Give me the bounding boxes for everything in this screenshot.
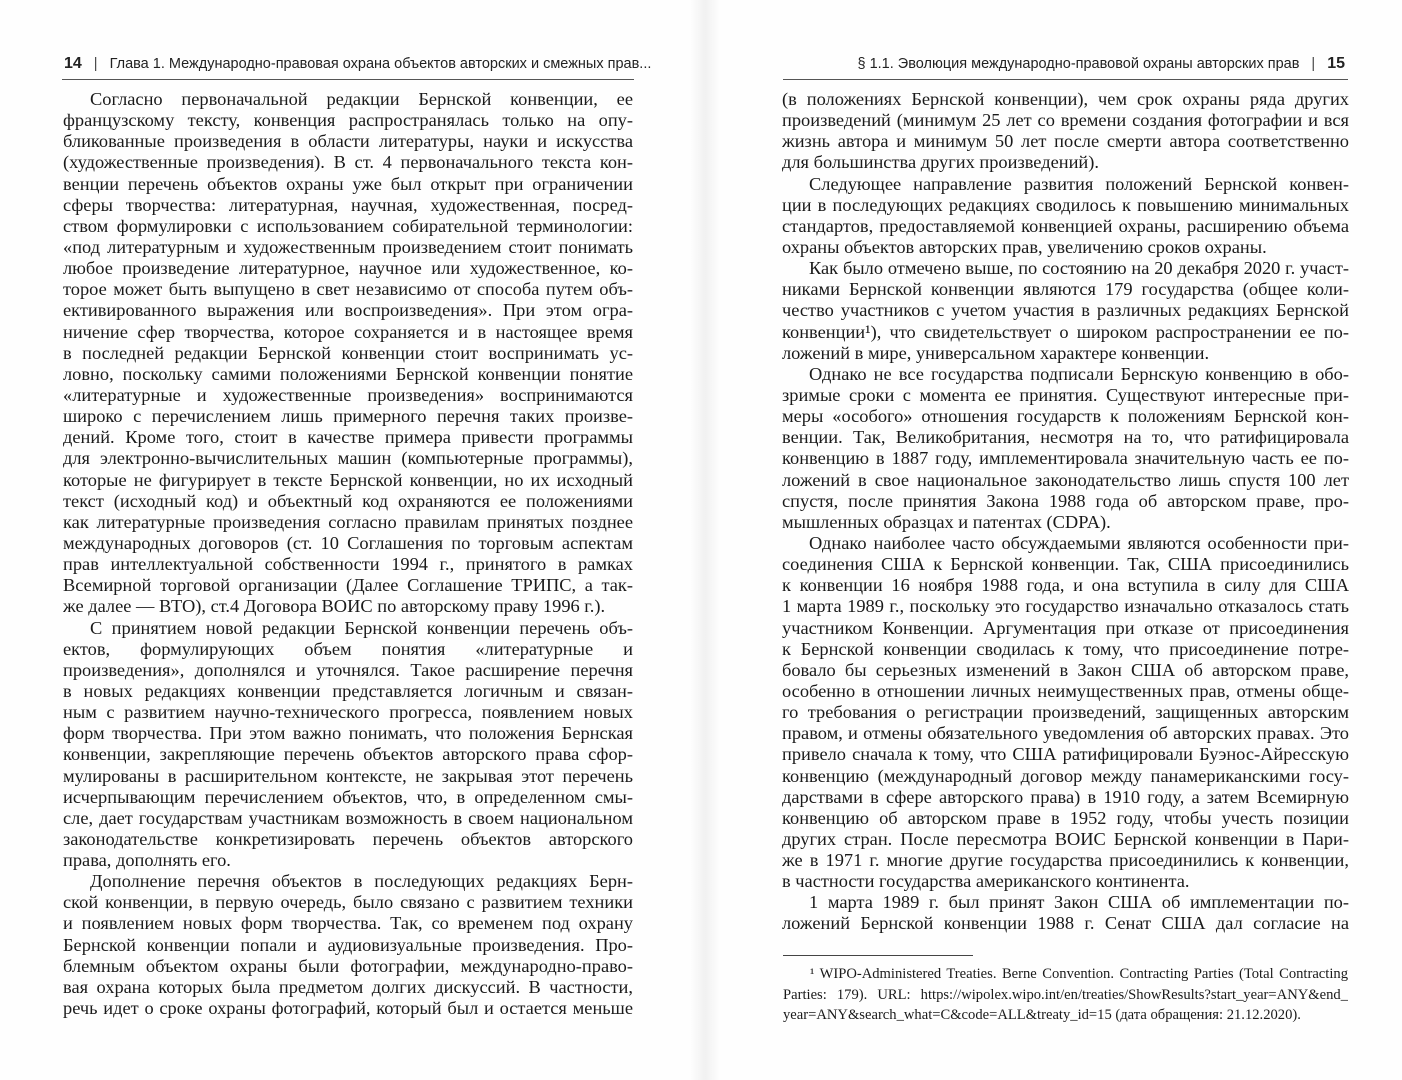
text-line: Как было отмечено выше, по состоянию на 20 декабря 2020 г. участ- [809, 258, 1349, 279]
paragraph [782, 892, 1349, 934]
footnote-rule [783, 955, 973, 956]
text-line: речь идет о сроке охраны фотографий, который был и остается меньше [63, 998, 633, 1019]
text-line: конвенцию об авторском праве в 1952 году, чтобы учесть позиции [782, 807, 1349, 828]
text-line: к конвенции 16 ноября 1988 года, и она вступила в силу для США [782, 575, 1349, 596]
text-line: и появлением новых форм творчества. Так, со временем под охрану [63, 913, 633, 934]
text-line: любое произведение литературное, научное или художественное, ко- [63, 258, 633, 279]
footnote-line: Parties: 179). URL: https://wipolex.wipo.int/en/treaties/ShowResults?start_year=ANY&end_ [783, 986, 1348, 1003]
text-line: как литературные произведения согласно правилам принятых позднее [63, 511, 633, 532]
text-line: (художественные произведения). В ст. 4 первоначального текста кон- [63, 152, 633, 173]
text-line: 1 марта 1989 г. был принят Закон США об имплементации по- [809, 892, 1349, 913]
text-line: 1 марта 1989 г., поскольку это государство изначально отказалось стать [782, 596, 1349, 617]
text-line: в частности государства американского континента. [782, 871, 1190, 892]
text-line: сферы творчества: литературная, научная, художественная, посред- [63, 194, 633, 215]
text-line: ничение сфер творчества, которое сохраняется и в настоящее время [63, 321, 633, 342]
text-line: исчерпывающим перечислением объектов, что, в определенном смы- [63, 786, 633, 807]
text-line: го требования о регистрации произведений, защищенных авторским [782, 702, 1349, 723]
text-line: для большинства других произведений). [782, 152, 1099, 173]
text-line: блемным объектом охраны были фотографии, международно-право- [63, 955, 633, 976]
running-head: § 1.1. Эволюция международно-правовой охраны авторских прав [857, 56, 1300, 72]
text-line: ской конвенции, в первую очередь, было связано с развитием техники [63, 892, 633, 913]
text-line: особенно в отношении личных неимущественных прав, отмены обще- [782, 680, 1349, 701]
text-line: же далее — ВТО), ст.4 Договора ВОИС по авторскому праву 1996 г.). [63, 596, 606, 617]
text-line: дений. Кроме того, стоит в качестве примера привести программы [63, 427, 633, 448]
text-line: дарствами в сфере авторского права) в 1910 году, а затем Всемирную [782, 786, 1349, 807]
text-line: текст (исходный код) и объектный код охраняются ее положениями [63, 490, 633, 511]
text-line: Всемирной торговой организации (Далее Соглашение ТРИПС, а так- [63, 575, 633, 596]
text-line: зримые сроки с момента ее принятия. Существуют интересные при- [782, 384, 1349, 405]
text-line: Следующее направление развития положений Бернской конвен- [809, 173, 1349, 194]
text-line: конвенцию (международный договор между панамериканскими госу- [782, 765, 1349, 786]
text-line: Бернской конвенции попали и аудиовизуальные произведения. Про- [63, 934, 633, 955]
header-separator: | [93, 56, 98, 72]
left-running-header [64, 52, 651, 76]
text-line: которые не фигурирует в тексте Бернской конвенции, но их исходный [63, 469, 633, 490]
text-line: Однако наиболее часто обсуждаемыми являются особенности при- [809, 532, 1349, 553]
text-line: конвенции¹), что свидетельствует о широком распространении ее по- [782, 321, 1349, 342]
paragraph [782, 174, 1349, 259]
text-line: прав интеллектуальной собственности 1994 г., принятого в рамках [63, 554, 633, 575]
text-line: бовало бы серьезных изменений в Закон США об авторском праве, [782, 659, 1349, 680]
text-line: произведений (минимум 25 лет со времени создания фотографии и вся [782, 110, 1349, 131]
text-line: Согласно первоначальной редакции Бернской конвенции, ее [90, 89, 633, 109]
text-line: венции. Так, Великобритания, несмотря на то, что ратифицировала [782, 427, 1349, 448]
text-line: бликованные произведения в области литературы, науки и искусства [63, 131, 633, 152]
paragraph [782, 258, 1349, 364]
paragraph [63, 89, 633, 618]
text-line: никами Бернской конвенции являются 179 государства (общее коли- [782, 279, 1349, 300]
text-line: французскому тексту, конвенция распространялась только на опу- [63, 110, 633, 131]
paragraph [63, 871, 633, 1019]
text-line: правом, и отмены обязательного уведомления об авторских правах. Это [782, 723, 1349, 744]
footnote-line: ¹ WIPO-Administered Treaties. Berne Convention. Contracting Parties (Total Contracting [810, 966, 1348, 982]
text-line: в последней редакции Бернской конвенции стоит воспринимать ус- [63, 342, 633, 363]
text-line: конвенцию в 1887 году, имплементировала значительную часть ее по- [782, 448, 1349, 469]
text-line: (в положениях Бернской конвенции), чем срок охраны ряда других [782, 89, 1349, 109]
text-line: ным с развитием научно-технического прогресса, появлением новых [63, 702, 633, 723]
text-line: международных договоров (ст. 10 Соглашения по торговым аспектам [63, 532, 633, 553]
text-line: С принятием новой редакции Бернской конвенции перечень объ- [90, 617, 633, 638]
header-separator: | [1311, 56, 1316, 72]
text-line: законодательстве конкретизировать перечень объектов авторского [63, 828, 633, 849]
text-line: торое может быть выпущено в свет независимо от способа путем объ- [63, 279, 633, 300]
text-line: в новых редакциях конвенции представляется логичным и связан- [63, 680, 633, 701]
page-number: 14 [64, 55, 82, 72]
book-gutter [690, 0, 720, 1080]
text-line: произведения», дополнялся и уточнялся. Такое расширение перечня [63, 659, 633, 680]
text-line: ложений Бернской конвенции 1988 г. Сенат США дал согласие на [782, 913, 1349, 934]
text-line: ством формулировки с использованием собирательной терминологии: [63, 215, 633, 236]
text-line: ективированного выражения или воспроизведения». При этом огра- [63, 300, 633, 321]
text-line: Дополнение перечня объектов в последующих редакциях Берн- [90, 871, 633, 892]
text-line: меры «особого» отношения государств к положениям Бернской кон- [782, 406, 1349, 427]
text-line: охраны объектов авторских прав, увеличению сроков охраны. [782, 236, 1267, 257]
text-line: ложений в мире, универсальном характере конвенции. [782, 342, 1210, 363]
text-line: стандартов, предоставляемой конвенцией охраны, расширению объема [782, 215, 1349, 236]
right-page-body [782, 89, 1349, 935]
paragraph [782, 89, 1349, 174]
text-line: вая охрана которых была предметом долгих дискуссий. В частности, [63, 976, 633, 997]
text-line: к Бернской конвенции сводилась к тому, что присоединение потре- [782, 638, 1349, 659]
text-line: конвенции, закрепляющие перечень объектов авторского права сфор- [63, 744, 633, 765]
text-line: форм творчества. При этом важно понимать, что положения Бернская [63, 723, 633, 744]
text-line: мышленных образцах и патентах (CDPA). [782, 511, 1111, 532]
text-line: соединения США к Бернской конвенции. Так, США присоединились [782, 554, 1349, 575]
header-rule [62, 79, 634, 80]
paragraph [782, 364, 1349, 533]
paragraph [782, 533, 1349, 892]
footnote-line: year=ANY&search_what=C&code=ALL&treaty_id=15 (дата обращения: 21.12.2020). [783, 1007, 1301, 1023]
text-line: «под литературным и художественным произведением стоит понимать [63, 236, 633, 257]
text-line: Однако не все государства подписали Бернскую конвенцию в обо- [809, 363, 1349, 384]
page-number: 15 [1327, 55, 1345, 72]
text-line: жизнь автора и минимум 50 лет после смерти автора соответственно [782, 131, 1349, 152]
text-line: спустя, после принятия Закона 1988 года об авторском праве, про- [782, 490, 1349, 511]
paragraph [63, 618, 633, 872]
text-line: ектов, формулирующих объем понятия «литературные и [63, 638, 633, 659]
text-line: ловно, поскольку самими положениями Бернской конвенции понятие [63, 363, 633, 384]
text-line: сле, дает государствам участникам возможность в своем национальном [63, 807, 633, 828]
text-line: чество участников с учетом участия в различных редакциях Бернской [782, 300, 1349, 321]
text-line: венции перечень объектов охраны уже был открыт при ограничении [63, 173, 633, 194]
text-line: для электронно-вычислительных машин (компьютерные программы), [63, 448, 633, 469]
right-running-header [857, 52, 1345, 76]
text-line: же в 1971 г. многие другие государства присоединились к конвенции, [782, 850, 1349, 871]
text-line: ции в последующих редакциях сводилось к повышению минимальных [782, 194, 1349, 215]
footnote [783, 964, 1348, 1026]
text-line: мулированы в расширительном контексте, не закрывая этот перечень [63, 765, 633, 786]
text-line: «литературные и художественные произведения» воспринимаются [63, 384, 633, 405]
text-line: привело сначала к тому, что США ратифицировали Буэнос-Айресскую [782, 744, 1349, 765]
running-head: Глава 1. Международно-правовая охрана объектов авторских и смежных прав... [109, 56, 652, 72]
text-line: права, дополнять его. [63, 850, 231, 871]
left-page-body [63, 89, 633, 1019]
text-line: широко с перечислением лишь примерного перечня таких произве- [63, 406, 633, 427]
header-rule [783, 79, 1348, 80]
text-line: других стран. После пересмотра ВОИС Бернской конвенции в Пари- [782, 828, 1349, 849]
text-line: ложений в свое национальное законодательство лишь спустя 100 лет [782, 469, 1349, 490]
text-line: участником Конвенции. Аргументация при отказе от присоединения [782, 617, 1349, 638]
